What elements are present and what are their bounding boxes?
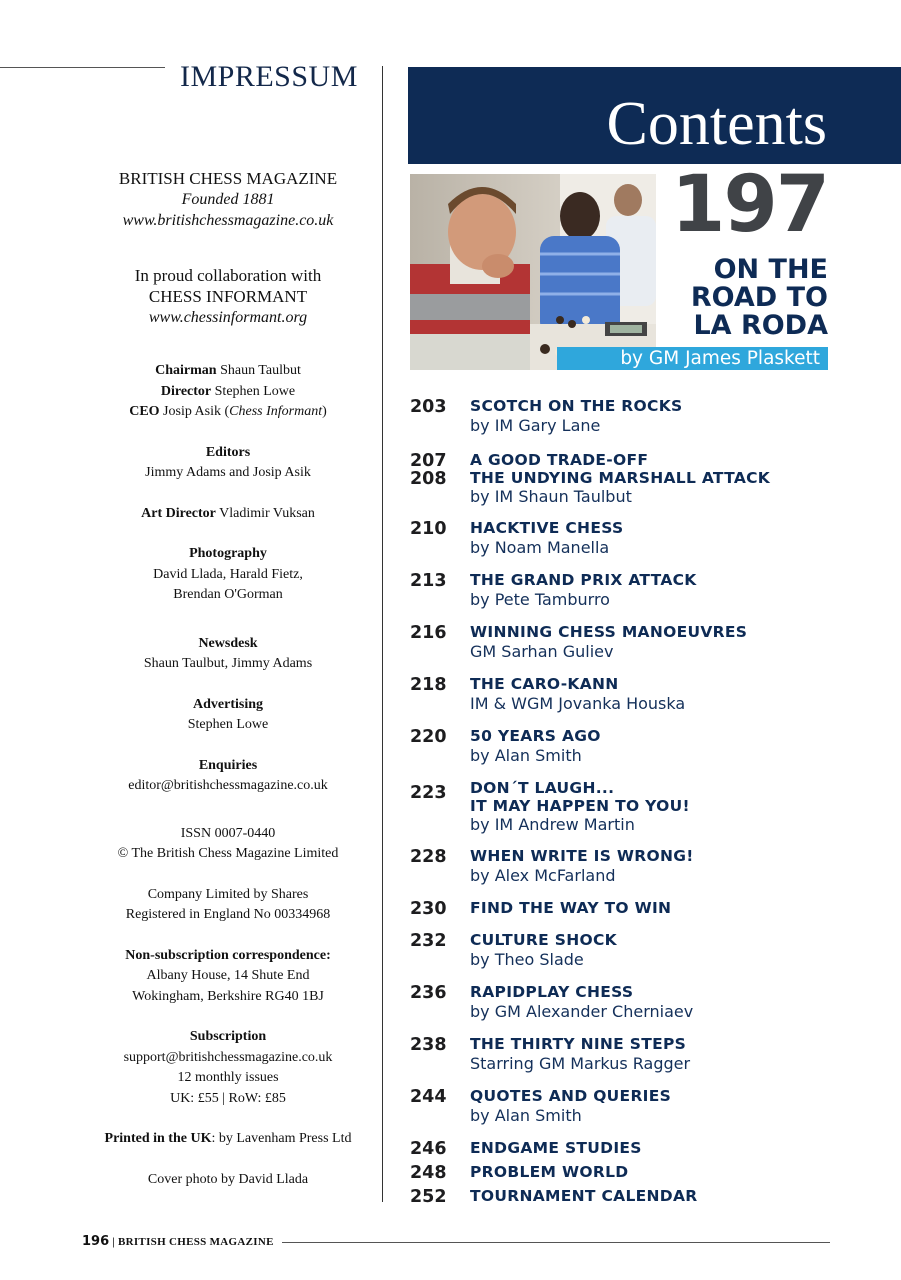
feature-title-line-3: LA RODA [693,310,828,341]
toc-entry-body [470,984,850,1022]
director-name: Stephen Lowe [211,383,296,399]
toc-entry[interactable] [410,1164,850,1182]
toc-entry-title: WINNING CHESS MANOEUVRES [470,623,748,641]
toc-entry-body [470,398,850,436]
toc-entry-byline: by Pete Tamburro [470,589,610,609]
chairman-name: Shaun Taulbut [216,363,301,378]
toc-entry-body [470,1188,850,1206]
toc-page-numbers [410,900,470,918]
chairman-line [80,361,376,382]
toc-entry[interactable] [410,572,850,610]
toc-entry-byline: by Alan Smith [470,745,582,765]
toc-entry[interactable] [410,1036,850,1074]
toc-page-number: 203 [410,397,447,417]
subscription-issues: 12 monthly issues [177,1070,279,1085]
toc-entry[interactable] [410,676,850,714]
director-line [80,382,376,403]
toc-entry-title: TOURNAMENT CALENDAR [470,1187,698,1205]
toc-page-numbers [410,728,470,766]
nonsub-label: Non-subscription correspondence: [125,947,331,963]
toc-page-number: 236 [410,983,447,1003]
toc-entry-title: WHEN WRITE IS WRONG! [470,847,694,865]
copyright: © The British Chess Magazine Limited [117,846,339,861]
director-label: Director [160,383,212,399]
toc-entry-body [470,1164,850,1182]
toc-entry[interactable] [410,452,850,507]
toc-entry[interactable] [410,1140,850,1158]
toc-entry-title: PROBLEM WORLD [470,1163,629,1181]
toc-page-number: 220 [410,727,447,747]
toc-entry-body [470,624,850,662]
advertising-label: Advertising [193,696,263,712]
toc-entry-title: THE UNDYING MARSHALL ATTACK [470,468,771,487]
toc-entry-byline: by IM Shaun Taulbut [470,487,632,506]
company-line: Company Limited by Shares [147,886,309,902]
top-rule [0,67,165,68]
toc-page-number: 213 [410,571,447,591]
toc-page-numbers [410,624,470,662]
ceo-label: CEO [129,404,160,419]
column-divider [382,66,383,1202]
toc-entry-byline: Starring GM Markus Ragger [470,1053,691,1073]
art-director-label: Art Director [141,505,216,521]
ceo-name: Josip Asik ( [159,404,230,419]
toc-entry-title: CULTURE SHOCK [470,931,617,949]
toc-page-numbers [410,398,470,436]
registration-line: Registered in England No 00334968 [125,907,331,922]
contents-heading: Contents [606,90,827,158]
editors-label: Editors [205,444,251,460]
magazine-name: BRITISH CHESS MAGAZINE [118,169,338,188]
toc-entry-byline: by GM Alexander Cherniaev [470,1001,694,1021]
newsdesk-label: Newsdesk [198,635,258,651]
collab-partner: CHESS INFORMANT [148,287,308,306]
toc-page-number: 228 [410,847,447,867]
impressum-heading: IMPRESSUM [180,60,358,93]
toc-entry[interactable] [410,398,850,436]
toc-entry-title: THE CARO-KANN [470,675,619,693]
toc-entry-body [470,1036,850,1074]
printed-label: Printed in the UK [104,1131,212,1146]
toc-entry-body [470,452,850,507]
subscription-prices: UK: £55 | RoW: £85 [170,1090,286,1106]
toc-page-number: 223 [410,783,447,803]
toc-entry[interactable] [410,780,850,835]
toc-entry-title: THE THIRTY NINE STEPS [470,1035,687,1053]
contents-banner [408,67,901,164]
toc-entry-title: HACKTIVE CHESS [470,519,624,537]
enquiries-label: Enquiries [198,757,258,773]
chairman-label: Chairman [155,363,217,378]
footer-page-number: 196 [82,1234,110,1249]
photography-names-2: Brendan O'Gorman [173,587,283,602]
toc-entry[interactable] [410,728,850,766]
editors-names: Jimmy Adams and Josip Asik [145,465,311,480]
art-director-line [80,504,376,525]
toc-entry-byline: by Noam Manella [470,537,610,557]
toc-entry-title: ENDGAME STUDIES [470,1139,642,1157]
footer-publication: BRITISH CHESS MAGAZINE [117,1236,274,1248]
toc-page-numbers [410,1140,470,1158]
footer-separator: | [109,1236,118,1248]
toc-entry-body [470,780,850,835]
cover-photo-credit: Cover photo by David Llada [147,1171,309,1187]
ceo-line [80,402,376,423]
toc-entry[interactable] [410,520,850,558]
ceo-close: ) [322,404,327,419]
toc-page-number: 244 [410,1087,447,1107]
advertising-name: Stephen Lowe [187,717,269,732]
ceo-org: Chess Informant [229,404,323,419]
toc-page-numbers [410,984,470,1022]
toc-entry-byline: by Alan Smith [470,1105,582,1125]
toc-entry-title: 50 YEARS AGO [470,727,601,745]
toc-entry-byline: by IM Andrew Martin [470,815,635,834]
feature-byline: by GM James Plaskett [557,347,828,370]
founded-line: Founded 1881 [181,191,275,208]
subscription-email[interactable]: support@britishchessmagazine.co.uk [123,1049,333,1065]
toc-page-number: 218 [410,675,447,695]
toc-page-number: 232 [410,931,447,951]
enquiries-email[interactable]: editor@britishchessmagazine.co.uk [128,778,328,793]
toc-page-number: 207 [410,451,447,471]
address-line-1: Albany House, 14 Shute End [146,968,310,983]
feature-title-line-1: ON THE [713,254,828,285]
toc-entry-title: DON´T LAUGH... [470,779,615,797]
toc-page-number: 216 [410,623,447,643]
toc-page-numbers [410,572,470,610]
toc-entry-byline: by IM Gary Lane [470,415,601,435]
footer-rule [282,1242,830,1243]
toc-entry-body [470,728,850,766]
toc-page-numbers [410,520,470,558]
feature-page-number: 197 [671,160,828,250]
feature-title-line-2: ROAD TO [690,282,828,313]
toc-entry-title: THE GRAND PRIX ATTACK [470,571,697,589]
collab-website-link[interactable]: www.chessinformant.org [148,309,308,326]
toc-entry-body [470,676,850,714]
toc-entry[interactable] [410,1088,850,1126]
website-link[interactable]: www.britishchessmagazine.co.uk [122,212,334,229]
toc-page-number: 248 [410,1163,447,1183]
toc-entry-title: RAPIDPLAY CHESS [470,983,634,1001]
toc-entry-body [470,900,850,918]
toc-page-numbers [410,1088,470,1126]
toc-entry-title: IT MAY HAPPEN TO YOU! [470,796,690,815]
toc-entry[interactable] [410,1188,850,1206]
toc-page-numbers [410,848,470,886]
toc-page-number: 252 [410,1187,447,1207]
photography-label: Photography [189,546,267,561]
toc-page-numbers [410,676,470,714]
subscription-label: Subscription [189,1029,267,1044]
toc-entry-byline: by Theo Slade [470,949,584,969]
feature-title[interactable] [640,256,828,340]
printed-line [80,1129,376,1150]
toc-entry-body [470,1140,850,1158]
art-director-name: Vladimir Vuksan [215,505,315,521]
toc-entry-title: A GOOD TRADE-OFF [470,451,649,469]
toc-page-numbers [410,1036,470,1074]
toc-page-number: 246 [410,1139,447,1159]
collab-line: In proud collaboration with [134,266,322,285]
toc-page-numbers [410,452,470,507]
toc-page-number: 208 [410,469,447,489]
footer [82,1234,274,1249]
feature-photo [410,174,656,370]
issn: ISSN 0007-0440 [180,825,276,841]
toc-entry-body [470,572,850,610]
newsdesk-names: Shaun Taulbut, Jimmy Adams [143,656,313,671]
toc-entry-title: SCOTCH ON THE ROCKS [470,397,683,415]
photography-names: David Llada, Harald Fietz, [153,566,303,582]
toc-entry-byline: IM & WGM Jovanka Houska [470,693,686,713]
toc-page-numbers [410,1164,470,1182]
toc-page-numbers [410,1188,470,1206]
toc-entry-body [470,932,850,970]
chess-players-photo [410,174,656,370]
address-line-2: Wokingham, Berkshire RG40 1BJ [132,988,324,1004]
toc-entry-body [470,848,850,886]
toc-page-numbers [410,932,470,970]
toc-entry-title: FIND THE WAY TO WIN [470,899,672,917]
toc-entry-byline: by Alex McFarland [470,865,616,885]
toc-page-numbers [410,780,470,835]
toc-entry[interactable] [410,932,850,970]
toc-entry-title: QUOTES AND QUERIES [470,1087,672,1105]
printer-name: : by Lavenham Press Ltd [211,1131,352,1146]
impressum-block [80,168,376,1190]
toc-entry-body [470,520,850,558]
toc-entry-body [470,1088,850,1126]
toc-page-number: 238 [410,1035,447,1055]
toc-page-number: 230 [410,899,447,919]
toc-entry-byline: GM Sarhan Guliev [470,641,614,661]
toc-entry[interactable] [410,624,850,662]
toc-page-number: 210 [410,519,447,539]
toc-entry[interactable] [410,900,850,918]
toc-entry[interactable] [410,984,850,1022]
toc-entry[interactable] [410,848,850,886]
